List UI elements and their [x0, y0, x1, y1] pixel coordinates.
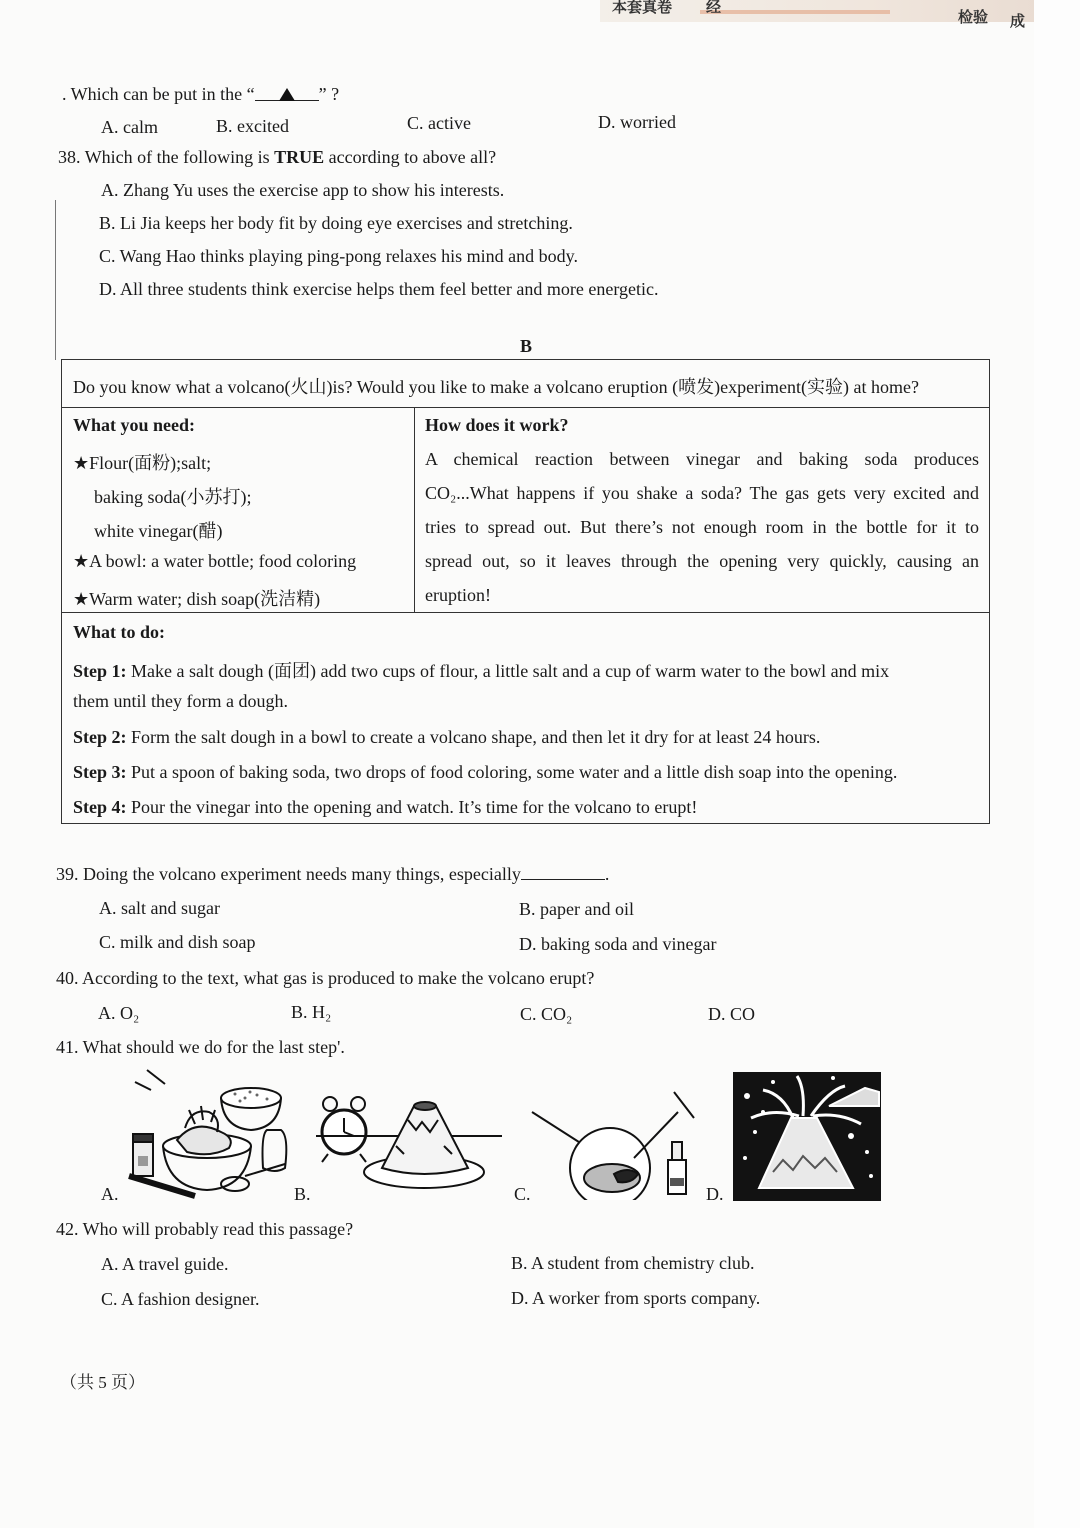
q40-option-b[interactable]: B. H₂	[291, 1002, 332, 1022]
q37-option-d[interactable]: D. worried	[598, 112, 676, 132]
q39-stem: 39. Doing the volcano experiment needs many things, especially .	[56, 864, 610, 884]
q42-stem: 42. Who will probably read this passage?	[56, 1219, 354, 1239]
need-title: What you need:	[73, 415, 196, 435]
q42-option-a[interactable]: A. A travel guide.	[101, 1254, 229, 1274]
q42-option-b[interactable]: B. A student from chemistry club.	[511, 1253, 755, 1273]
need-item: ★Warm water; dish soap(洗洁精)	[73, 589, 321, 609]
scan-right-margin	[1034, 0, 1080, 1528]
q37-option-a[interactable]: A. calm	[101, 117, 158, 137]
q40-stem: 40. According to the text, what gas is produced to make the volcano erupt?	[56, 968, 595, 988]
need-item: ★Flour(面粉);salt;	[73, 453, 212, 473]
how-line: A chemical reaction between vinegar and baking soda produces	[425, 449, 979, 469]
q39-option-a[interactable]: A. salt and sugar	[99, 898, 220, 918]
picture-a-mixing-dough[interactable]	[125, 1068, 297, 1200]
q40-option-d[interactable]: D. CO	[708, 1004, 756, 1024]
q41-label-a: A.	[101, 1184, 119, 1204]
q37-stem: . Which can be put in the “ ” ?	[62, 84, 340, 104]
q38-option-a[interactable]: A. Zhang Yu uses the exercise app to show his interests.	[101, 180, 505, 200]
step-3: Step 3: Put a spoon of baking soda, two drops of food coloring, some water and a little dish soap into the opening.	[73, 762, 898, 782]
page-count-footer: （共 5 页）	[60, 1373, 145, 1392]
q41-label-b: B.	[294, 1184, 311, 1204]
q41-label-d: D.	[706, 1184, 724, 1204]
header-highlight	[700, 10, 890, 14]
q38-option-b[interactable]: B. Li Jia keeps her body fit by doing eye exercises and stretching.	[99, 213, 573, 233]
step-1: Step 1: Make a salt dough (面团) add two cups of flour, a little salt and a cup of warm water to the bowl and mix	[73, 661, 890, 681]
q40-option-c[interactable]: C. CO₂	[520, 1004, 573, 1024]
q39-blank	[521, 863, 605, 880]
how-line: CO₂...What happens if you shake a soda? The gas gets very excited and	[425, 483, 979, 503]
header-fragment-far: 成	[1010, 14, 1026, 30]
scan-edge-line	[55, 200, 56, 360]
step-2: Step 2: Form the salt dough in a bowl to create a volcano shape, and then let it dry for at least 24 hours.	[73, 727, 821, 747]
q39-option-c[interactable]: C. milk and dish soap	[99, 932, 256, 952]
section-b-letter: B	[520, 336, 533, 356]
need-item: baking soda(小苏打);	[94, 487, 252, 507]
q41-stem: 41. What should we do for the last step'.	[56, 1037, 345, 1057]
q39-option-b[interactable]: B. paper and oil	[519, 899, 634, 919]
table-divider-top	[61, 407, 990, 408]
header-fragment-mid: 经	[706, 0, 722, 16]
picture-b-volcano-drying[interactable]	[312, 1090, 504, 1198]
q37-option-c[interactable]: C. active	[407, 113, 471, 133]
passage-intro: Do you know what a volcano(火山)is? Would you like to make a volcano eruption (喷发)experiment(实验) at home?	[73, 377, 919, 397]
need-item: white vinegar(醋)	[94, 521, 223, 541]
q40-option-a[interactable]: A. O₂	[98, 1003, 140, 1023]
need-item: ★A bowl: a water bottle; food coloring	[73, 551, 357, 571]
header-fragment-right: 检验	[958, 10, 989, 26]
q38-stem: 38. Which of the following is TRUE according to above all?	[58, 147, 497, 167]
q41-label-c: C.	[514, 1184, 531, 1204]
q37-blank	[255, 84, 319, 101]
step-4: Step 4: Pour the vinegar into the opening and watch. It’s time for the volcano to erupt!	[73, 797, 698, 817]
header-fragment-left: 本套真卷	[612, 0, 673, 16]
q42-option-d[interactable]: D. A worker from sports company.	[511, 1288, 761, 1308]
table-divider-bottom	[61, 612, 990, 613]
step-1-continued: them until they form a dough.	[73, 691, 288, 711]
q37-option-b[interactable]: B. excited	[216, 116, 289, 136]
todo-title: What to do:	[73, 622, 166, 642]
q38-option-c[interactable]: C. Wang Hao thinks playing ping-pong relaxes his mind and body.	[99, 246, 578, 266]
q39-option-d[interactable]: D. baking soda and vinegar	[519, 934, 717, 954]
triangle-icon	[279, 88, 295, 101]
how-line: tries to spread out. But there’s not enough room in the bottle for it to	[425, 517, 979, 537]
q42-option-c[interactable]: C. A fashion designer.	[101, 1289, 260, 1309]
picture-d-volcano-erupting[interactable]	[733, 1072, 881, 1201]
how-line: eruption!	[425, 585, 491, 605]
how-title: How does it work?	[425, 415, 569, 435]
q38-option-d[interactable]: D. All three students think exercise helps them feel better and more energetic.	[99, 279, 659, 299]
how-line: spread out, so it leaves through the opening very quickly, causing an	[425, 551, 979, 571]
table-divider-middle	[414, 407, 415, 612]
picture-c-adding-ingredients[interactable]	[528, 1088, 700, 1200]
